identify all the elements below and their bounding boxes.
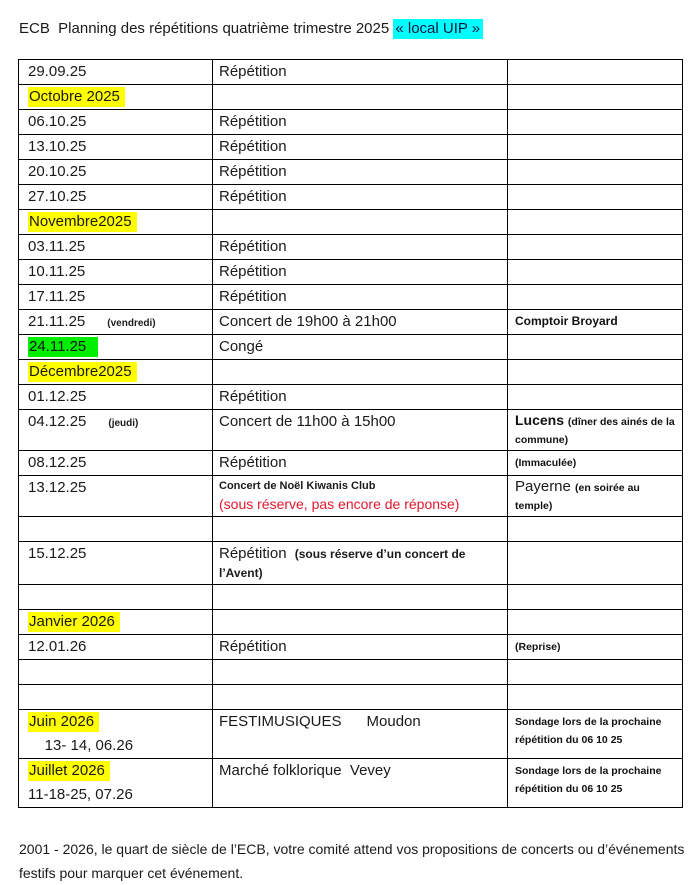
date-cell: [19, 285, 213, 310]
table-row: [19, 210, 683, 235]
event-cell: [213, 385, 508, 410]
event-note: (sous réserve d’un concert de l’Avent): [219, 547, 469, 580]
event-cell: [213, 585, 508, 610]
note-cell: [508, 385, 683, 410]
event-cell: [213, 335, 508, 360]
cell-text: Répétition: [219, 288, 287, 305]
note-cell: [508, 185, 683, 210]
note-cell: [508, 759, 683, 808]
cell-text: Concert de 19h00 à 21h00: [219, 313, 397, 330]
cell-text: Répétition: [219, 388, 287, 405]
cell-text: 13.10.25: [28, 138, 87, 155]
cell-text: 20.10.25: [28, 163, 87, 180]
event-warning-text: (sous réserve, pas encore de réponse): [219, 496, 460, 512]
date-cell: [19, 385, 213, 410]
note-small-text: (Reprise): [515, 641, 561, 653]
note-cell: [508, 260, 683, 285]
note-cell: [508, 160, 683, 185]
date-cell: [19, 660, 213, 685]
date-second-line: 11-18-25, 07.26: [28, 786, 133, 803]
event-cell: [213, 185, 508, 210]
cell-text: 27.10.25: [28, 188, 87, 205]
date-cell: [19, 635, 213, 660]
table-row: [19, 385, 683, 410]
table-row: [19, 110, 683, 135]
table-row: [19, 410, 683, 451]
cell-text: FESTIMUSIQUES Moudon: [219, 713, 421, 730]
table-row-empty: [19, 685, 683, 710]
weekday-note: (jeudi): [108, 418, 139, 429]
note-cell: [508, 235, 683, 260]
cell-text: 21.11.25: [28, 313, 86, 330]
table-row: [19, 310, 683, 335]
event-cell: [213, 260, 508, 285]
note-cell: [508, 660, 683, 685]
table-row-empty: [19, 517, 683, 542]
cell-text: 03.11.25: [28, 238, 86, 255]
event-cell: [213, 610, 508, 635]
note-cell: [508, 517, 683, 542]
date-cell: [19, 335, 213, 360]
event-small-text: Concert de Noël Kiwanis Club: [219, 480, 376, 492]
note-cell: [508, 285, 683, 310]
cell-text: Répétition: [219, 163, 287, 180]
cell-text: Répétition: [219, 638, 287, 655]
note-cell: [508, 542, 683, 585]
date-cell: [19, 542, 213, 585]
event-cell: [213, 60, 508, 85]
note-place-name: Lucens: [515, 412, 568, 428]
note-cell: [508, 110, 683, 135]
month-highlight: Juillet 2026: [28, 761, 110, 781]
month-highlight: Janvier 2026: [28, 612, 120, 632]
event-cell: [213, 635, 508, 660]
month-highlight: Juin 2026: [28, 712, 99, 732]
event-cell: [213, 759, 508, 808]
cell-text: 12.01.26: [28, 638, 87, 655]
cell-text: 06.10.25: [28, 113, 87, 130]
date-cell: [19, 759, 213, 808]
event-cell: [213, 710, 508, 759]
weekday-note: (vendredi): [107, 318, 156, 329]
event-cell: [213, 310, 508, 335]
date-cell: [19, 135, 213, 160]
page-title: [18, 20, 682, 38]
table-row: [19, 85, 683, 110]
table-row: [19, 285, 683, 310]
event-cell: [213, 285, 508, 310]
cell-text: Répétition: [219, 113, 287, 130]
event-cell: [213, 685, 508, 710]
date-cell: [19, 85, 213, 110]
note-small-text: (dîner des ainés de la commune): [515, 416, 678, 446]
table-row: [19, 160, 683, 185]
table-row: [19, 759, 683, 808]
month-highlight: Octobre 2025: [28, 87, 125, 107]
note-cell: [508, 451, 683, 476]
cell-text: 29.09.25: [28, 63, 87, 80]
table-row-empty: [19, 585, 683, 610]
event-cell: [213, 451, 508, 476]
note-cell: [508, 410, 683, 451]
table-row: [19, 260, 683, 285]
table-row: [19, 60, 683, 85]
note-small-text: Sondage lors de la prochaine répétition du 06 10 25: [515, 765, 665, 795]
note-bold-text: Comptoir Broyard: [515, 314, 618, 328]
note-small-text: (Immaculée): [515, 457, 577, 469]
cell-text: 13.12.25: [28, 479, 87, 496]
cell-text: 01.12.25: [28, 388, 87, 405]
event-cell: [213, 542, 508, 585]
event-cell: [213, 135, 508, 160]
event-cell: [213, 360, 508, 385]
cell-text: Répétition: [219, 238, 287, 255]
note-place-name: Payerne: [515, 478, 576, 495]
date-second-line: 13- 14, 06.26: [28, 737, 134, 754]
month-highlight: Décembre2025: [28, 362, 137, 382]
event-cell: [213, 517, 508, 542]
date-cell: [19, 260, 213, 285]
event-cell: [213, 110, 508, 135]
date-highlight-green: 24.11.25: [28, 337, 98, 357]
note-cell: [508, 476, 683, 517]
event-cell: [213, 235, 508, 260]
note-cell: [508, 360, 683, 385]
cell-text: 15.12.25: [28, 545, 87, 562]
date-cell: [19, 517, 213, 542]
note-cell: [508, 610, 683, 635]
table-row: [19, 451, 683, 476]
cell-text: Répétition: [219, 263, 287, 280]
date-cell: [19, 410, 213, 451]
cell-text: Concert de 11h00 à 15h00: [219, 413, 396, 430]
date-cell: [19, 585, 213, 610]
table-row: [19, 235, 683, 260]
note-cell: [508, 210, 683, 235]
cell-text: Répétition: [219, 188, 287, 205]
note-small-text: (en soirée au temple): [515, 482, 643, 512]
cell-text: 10.11.25: [28, 263, 86, 280]
event-cell: [213, 660, 508, 685]
note-cell: [508, 635, 683, 660]
cell-text: Répétition: [219, 454, 287, 471]
cell-text: Marché folklorique Vevey: [219, 762, 391, 779]
note-cell: [508, 335, 683, 360]
table-row: [19, 610, 683, 635]
table-row: [19, 135, 683, 160]
cell-text: Congé: [219, 338, 264, 355]
planning-table-body: [19, 60, 683, 808]
date-cell: [19, 160, 213, 185]
table-row: [19, 710, 683, 759]
date-cell: [19, 60, 213, 85]
note-cell: [508, 710, 683, 759]
cell-text: Répétition: [219, 138, 287, 155]
date-cell: [19, 360, 213, 385]
note-cell: [508, 135, 683, 160]
date-cell: [19, 610, 213, 635]
event-cell: [213, 210, 508, 235]
table-row: [19, 542, 683, 585]
date-cell: [19, 235, 213, 260]
table-row: [19, 360, 683, 385]
note-cell: [508, 585, 683, 610]
event-cell: [213, 160, 508, 185]
date-cell: [19, 451, 213, 476]
table-row: [19, 635, 683, 660]
cell-text: 08.12.25: [28, 454, 87, 471]
note-cell: [508, 85, 683, 110]
table-row-empty: [19, 660, 683, 685]
cell-text: Répétition: [219, 545, 291, 562]
note-small-text: Sondage lors de la prochaine répétition du 06 10 25: [515, 716, 665, 746]
cell-text: 17.11.25: [28, 288, 86, 305]
table-row: [19, 185, 683, 210]
date-cell: [19, 185, 213, 210]
date-cell: [19, 210, 213, 235]
note-cell: [508, 60, 683, 85]
planning-table: [18, 59, 683, 808]
title-highlight-local-uip: « local UIP »: [393, 19, 483, 39]
cell-text: Répétition: [219, 63, 287, 80]
table-row: [19, 476, 683, 517]
event-cell: [213, 85, 508, 110]
date-cell: [19, 710, 213, 759]
date-cell: [19, 310, 213, 335]
note-cell: [508, 310, 683, 335]
date-cell: [19, 685, 213, 710]
footer-note: 2001 - 2026, le quart de siècle de l’ECB, votre comité attend vos propositions de concerts ou d’événements festifs pour marquer cet événement.: [19, 841, 685, 881]
table-row: [19, 335, 683, 360]
event-cell: [213, 476, 508, 517]
month-highlight: Novembre2025: [28, 212, 137, 232]
date-cell: [19, 110, 213, 135]
title-text: ECB Planning des répétitions quatrième trimestre 2025: [19, 20, 394, 37]
date-cell: [19, 476, 213, 517]
cell-text: 04.12.25: [28, 413, 87, 430]
note-cell: [508, 685, 683, 710]
event-cell: [213, 410, 508, 451]
